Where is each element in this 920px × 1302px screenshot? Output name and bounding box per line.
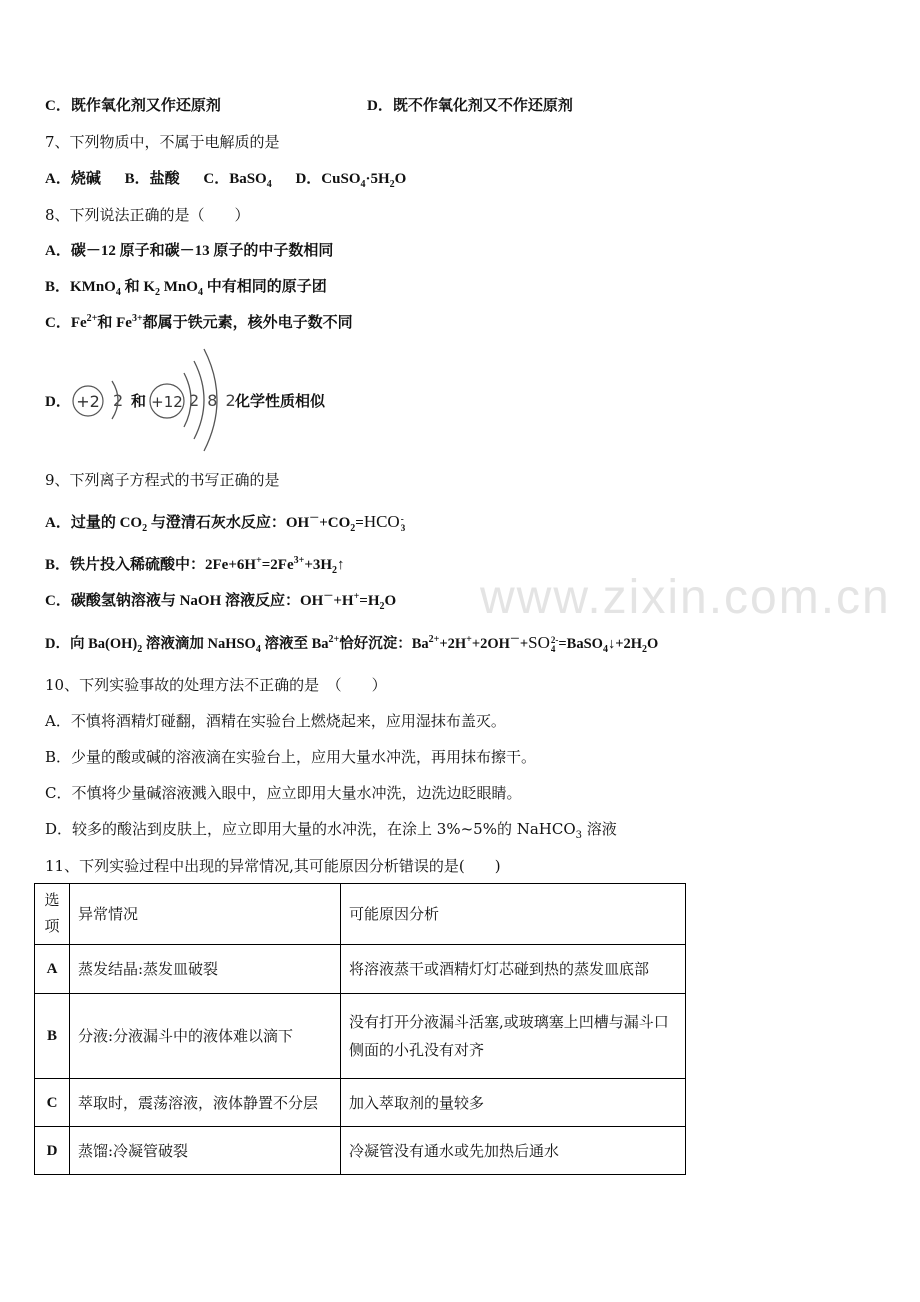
q7-option-c: C．BaSO$_4$ bbox=[203, 171, 272, 190]
q6-option-c: C．既作氧化剂又作还原剂 bbox=[45, 98, 221, 114]
q8-option-d-text: 化学性质相似 bbox=[235, 394, 326, 410]
q8-option-a: A．碳－12 原子和碳－13 原子的中子数相同 bbox=[45, 243, 334, 259]
row-reason: 冷凝管没有通水或先加热后通水 bbox=[341, 1127, 686, 1175]
atom1-nucleus: +2 bbox=[76, 392, 100, 411]
q7-option-d: D．$CuSO_4\cdot 5H_2O$ bbox=[295, 171, 407, 190]
table-row bbox=[35, 994, 686, 1079]
table-header-row bbox=[35, 884, 686, 945]
q8-option-b: B．KMnO$_4$ 和 $K_2$ MnO$_4$ 中有相同的原子团 bbox=[45, 279, 327, 298]
q10-option-a: A．不慎将酒精灯碰翻，酒精在实验台上燃烧起来，应用湿抹布盖灭。 bbox=[45, 712, 506, 730]
row-option: B bbox=[35, 994, 70, 1079]
atom2-shell-arcs bbox=[178, 345, 234, 455]
header-case: 异常情况 bbox=[70, 884, 341, 945]
atom1-shells: 2 bbox=[113, 391, 124, 410]
q9-stem: 9、下列离子方程式的书写正确的是 bbox=[45, 471, 280, 489]
row-case: 分液:分液漏斗中的液体难以滴下 bbox=[70, 994, 341, 1079]
row-option: C bbox=[35, 1079, 70, 1127]
row-reason: 加入萃取剂的量较多 bbox=[341, 1079, 686, 1127]
table-row bbox=[35, 1079, 686, 1127]
row-option: D bbox=[35, 1127, 70, 1175]
atom2-nucleus: +12 bbox=[151, 393, 183, 411]
row-reason: 将溶液蒸干或酒精灯灯芯碰到热的蒸发皿底部 bbox=[341, 945, 686, 994]
header-reason: 可能原因分析 bbox=[341, 884, 686, 945]
q8-option-d-join: 和 bbox=[131, 394, 147, 410]
header-option: 选项 bbox=[35, 884, 70, 945]
atom-diagram-helium bbox=[68, 360, 108, 440]
table-row bbox=[35, 945, 686, 994]
q10-option-d: D．较多的酸沾到皮肤上，应立即用大量的水冲洗，在涂上 3%~5%的 NaHCO$_3$ 溶液 bbox=[45, 820, 617, 841]
q9-option-a: A．过量的 $CO_2$ 与澄清石灰水反应：$OH^-+CO_2=HCO$ - 3 bbox=[45, 512, 406, 534]
q6-option-d: D．既不作氧化剂又不作还原剂 bbox=[367, 98, 573, 114]
q10-stem: 10、下列实验事故的处理方法不正确的是 （ ） bbox=[45, 676, 387, 694]
q10-option-c: C．不慎将少量碱溶液溅入眼中，应立即用大量水冲洗，边洗边眨眼睛。 bbox=[45, 784, 522, 802]
atom2-shells: 2 8 2 bbox=[189, 391, 236, 410]
q9-option-b: B．铁片投入稀硫酸中：$2Fe+6H^+=2Fe^{3+}+3H_2↑$ bbox=[45, 555, 345, 576]
row-case: 蒸馏:冷凝管破裂 bbox=[70, 1127, 341, 1175]
q11-table bbox=[34, 883, 686, 1175]
row-case: 蒸发结晶:蒸发皿破裂 bbox=[70, 945, 341, 994]
q7-options bbox=[45, 168, 406, 190]
row-case: 萃取时，震荡溶液，液体静置不分层 bbox=[70, 1079, 341, 1127]
q8-option-c: C．$Fe^{2+}$和 $Fe^{3+}$都属于铁元素，核外电子数不同 bbox=[45, 313, 353, 331]
row-reason: 没有打开分液漏斗活塞,或玻璃塞上凹槽与漏斗口侧面的小孔没有对齐 bbox=[341, 994, 686, 1079]
q9-option-d: D．向 $Ba(OH)_2$ 溶液滴加 NaHSO$_4$ 溶液至 $Ba^{2+}$恰好沉淀：$Ba^{2+}+2H^++2OH^-+SO$ 2- 4 $=BaSO_4↓+2H_2O$ bbox=[45, 633, 659, 655]
q10-option-b: B．少量的酸或碱的溶液滴在实验台上，应用大量水冲洗，再用抹布擦干。 bbox=[45, 748, 537, 766]
q7-option-b: B．盐酸 bbox=[124, 171, 180, 187]
row-option: A bbox=[35, 945, 70, 994]
q7-option-a: A．烧碱 bbox=[45, 171, 101, 187]
q8-stem: 8、下列说法正确的是（ ） bbox=[45, 206, 250, 224]
watermark: www.zixin.com.cn bbox=[480, 571, 891, 624]
q11-stem: 11、下列实验过程中出现的异常情况,其可能原因分析错误的是( ) bbox=[45, 857, 501, 875]
q8-option-d-label: D． bbox=[45, 394, 71, 410]
table-row bbox=[35, 1127, 686, 1175]
q7-stem: 7、下列物质中，不属于电解质的是 bbox=[45, 133, 280, 151]
q9-option-c: C．碳酸氢钠溶液与 NaOH 溶液反应：$OH^-+H^+=H_2O$ bbox=[45, 591, 397, 612]
